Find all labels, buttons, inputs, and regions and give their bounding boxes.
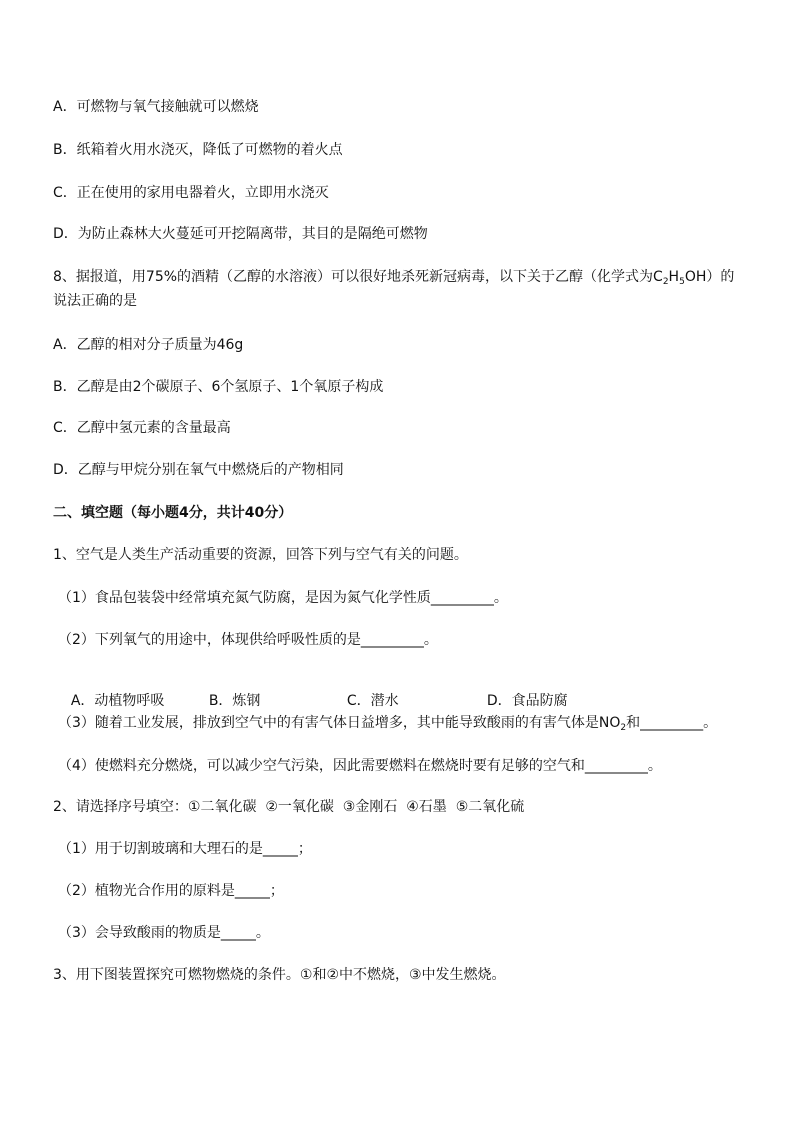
q7-option-b: B．纸箱着火用水浇灭，降低了可燃物的着火点 (53, 142, 343, 158)
q8-formula-sub1: 2 (662, 277, 669, 287)
fq1-stem: 1、空气是人类生产活动重要的资源，回答下列与空气有关的问题。 (53, 547, 468, 563)
q8-stem-line1 (53, 267, 754, 287)
fq1-part3-post: 和_________。 (626, 715, 718, 731)
fq1-part2: （2）下列氧气的用途中，体现供给呼吸性质的是_________。 (58, 632, 438, 648)
q7-option-c: C．正在使用的家用电器着火，立即用水浇灭 (53, 185, 329, 201)
fq2-stem: 2、请选择序号填空：①二氧化碳 ②一氧化碳 ③金刚石 ④石墨 ⑤二氧化硫 (53, 799, 525, 815)
fq1-part4: （4）使燃料充分燃烧，可以减少空气污染，因此需要燃料在燃烧时要有足够的空气和_________。 (58, 758, 662, 774)
q8-stem-part2: OH）的 (684, 269, 735, 285)
fq1-part3-pre: （3）随着工业发展，排放到空气中的有害气体日益增多，其中能导致酸雨的有害气体是NO (58, 715, 621, 731)
q8-option-a: A．乙醇的相对分子质量为46g (53, 337, 244, 353)
fq1-option-a: A．动植物呼吸 (70, 693, 165, 709)
fq1-part3 (58, 713, 754, 733)
fq1-option-d: D．食品防腐 (486, 693, 568, 709)
q8-formula-h: H (668, 269, 680, 285)
fq2-part2: （2）植物光合作用的原料是_____； (58, 883, 284, 899)
section2-heading: 二、填空题（每小题4分，共计40分） (53, 505, 293, 521)
q7-option-a: A．可燃物与氧气接触就可以燃烧 (53, 99, 259, 115)
q8-option-b: B．乙醇是由2个碳原子、6个氢原子、1个氧原子构成 (53, 379, 384, 395)
fq1-option-c: C．潜水 (346, 693, 399, 709)
fq1-part3-sub: 2 (620, 723, 627, 733)
q8-formula-sub2: 5 (679, 277, 685, 287)
fq2-part1: （1）用于切割玻璃和大理石的是_____； (58, 841, 312, 857)
fq2-part3: （3）会导致酸雨的物质是_____。 (58, 925, 270, 941)
q8-option-c: C．乙醇中氢元素的含量最高 (53, 420, 231, 436)
q8-option-d: D．乙醇与甲烷分别在氧气中燃烧后的产物相同 (53, 462, 344, 478)
q8-stem-line2: 说法正确的是 (53, 293, 137, 309)
q8-stem-part1: 8、据报道，用75%的酒精（乙醇的水溶液）可以很好地杀死新冠病毒，以下关于乙醇（化学式为C (53, 269, 663, 285)
fq1-option-b: B．炼钢 (208, 693, 261, 709)
fq1-part1: （1）食品包装袋中经常填充氮气防腐，是因为氮气化学性质_________。 (58, 590, 508, 606)
fq3-stem: 3、用下图装置探究可燃物燃烧的条件。①和②中不燃烧，③中发生燃烧。 (53, 967, 506, 983)
q7-option-d: D．为防止森林大火蔓延可开挖隔离带，其目的是隔绝可燃物 (53, 226, 428, 242)
